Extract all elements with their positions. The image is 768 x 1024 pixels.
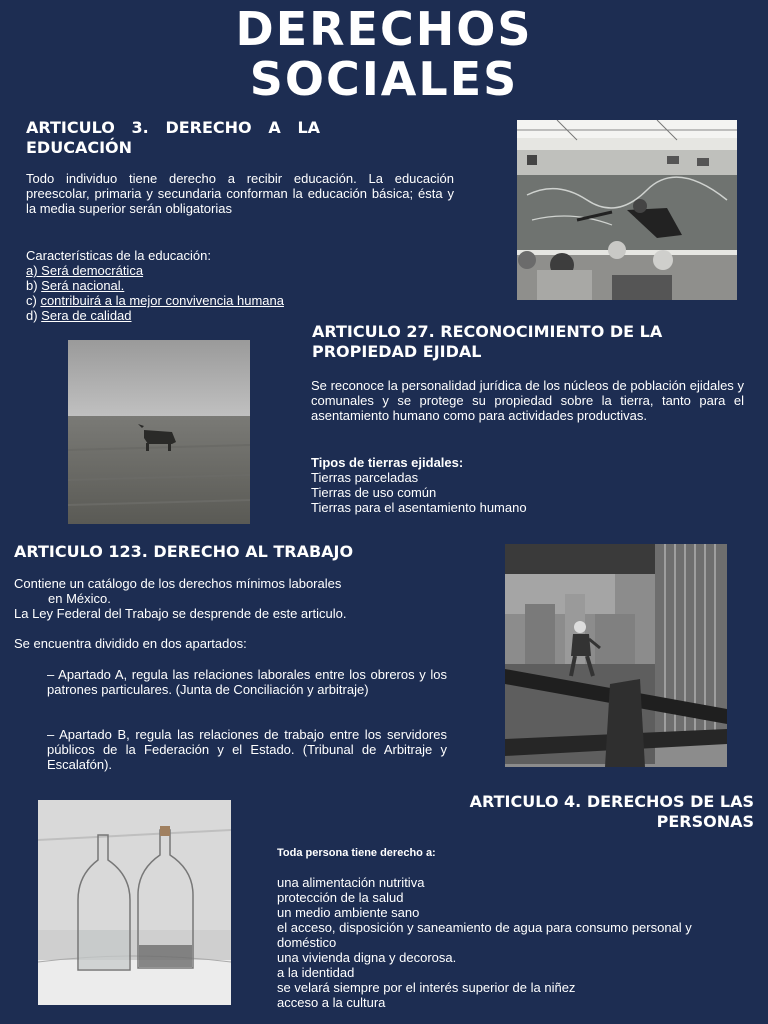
art27-list-title: Tipos de tierras ejidales: [311,455,464,470]
art27-item: Tierras de uso común [311,485,437,500]
art3-heading-line2: EDUCACIÓN [26,138,133,157]
art3-item-d-text: Sera de calidad [41,308,132,323]
art4-item: una alimentación nutritiva [277,875,425,890]
art3-item-d-prefix: d) [26,308,42,323]
art3-list [26,248,456,323]
art27-heading-line2: PROPIEDAD EJIDAL [312,342,482,361]
art3-item-b-text: Será nacional. [41,278,125,293]
art123-apartado-b: – Apartado B, regula las relaciones de trabajo entre los servidores públicos de la Federación y el Estado. (Tribunal de Arbitraje y Escalafón). [47,727,447,772]
art4-list [277,875,747,1010]
art3-item-c-text: contribuirá a la mejor convivencia humana [40,293,284,308]
art4-item: una vivienda digna y decorosa. [277,950,457,965]
art3-item-b [26,278,456,293]
art27-item: Tierras parceladas [311,470,419,485]
art4-item: a la identidad [277,965,355,980]
art27-intro: Se reconoce la personalidad jurídica de los núcleos de población ejidales y comunales y se protege su propiedad sobre la tierra, tanto para el asentamiento humano como para actividades productivas. [311,378,744,423]
art3-item-c [26,293,456,308]
art123-line2: en México. [48,591,111,606]
art4-heading [300,792,754,832]
page-title-line1: DERECHOS [235,2,533,56]
art3-heading [26,118,454,158]
classroom-photo [517,120,737,300]
art3-intro: Todo individuo tiene derecho a recibir educación. La educación preescolar, primaria y secundaria conforman la educación básica; ésta y la media superior serán obligatorias [26,171,454,216]
art4-item: se velará siempre por el interés superior de la niñez [277,980,576,995]
art3-item-d [26,308,456,323]
art4-heading-line2: PERSONAS [656,812,754,831]
art3-list-title: Características de la educación: [26,248,211,263]
water-bottles-photo [38,800,231,1005]
field-photo [68,340,250,524]
art4-item: un medio ambiente sano [277,905,420,920]
art3-item-a [26,263,456,278]
art3-item-c-prefix: c) [26,293,41,308]
construction-worker-photo [505,544,727,767]
art123-line1: Contiene un catálogo de los derechos mínimos laborales [14,576,342,591]
art123-line4: Se encuentra dividido en dos apartados: [14,636,247,651]
art4-item: protección de la salud [277,890,404,905]
art4-intro: Toda persona tiene derecho a: [277,847,436,859]
art27-item: Tierras para el asentamiento humano [311,500,527,515]
art123-heading: ARTICULO 123. DERECHO AL TRABAJO [14,542,354,561]
art123-line3: La Ley Federal del Trabajo se desprende de este articulo. [14,606,347,621]
art4-item: el acceso, disposición y saneamiento de agua para consumo personal y doméstico [277,920,692,950]
art27-heading-line1: ARTICULO 27. RECONOCIMIENTO DE LA [312,322,663,341]
page-title-line2: SOCIALES [249,52,519,106]
art4-heading-line1: ARTICULO 4. DERECHOS DE LAS [469,792,754,811]
art3-heading-line1: ARTICULO 3. DERECHO A LA [26,118,321,137]
art4-item: acceso a la cultura [277,995,386,1010]
art123-apartado-a: – Apartado A, regula las relaciones laborales entre los obreros y los patrones particulares. (Junta de Conciliación y arbitraje) [47,667,447,697]
art27-list [311,455,744,515]
art123-body [14,576,448,651]
art27-heading [312,322,752,362]
art3-item-b-prefix: b) [26,278,42,293]
art3-item-a-text: a) Será democrática [26,263,144,278]
